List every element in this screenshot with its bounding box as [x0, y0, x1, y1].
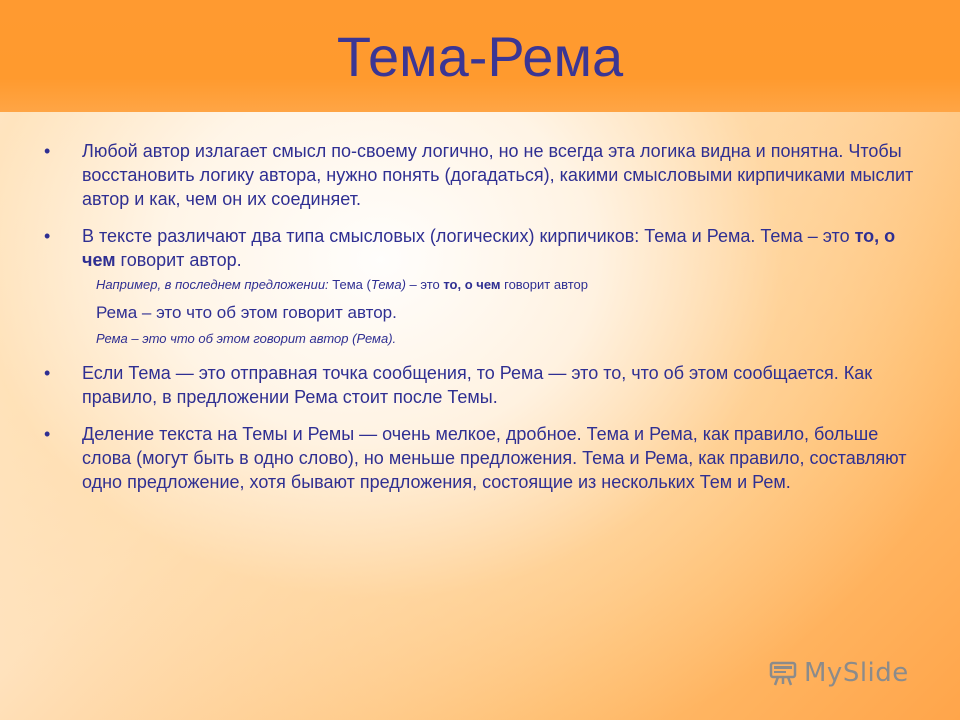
bullet-text: Деление текста на Темы и Ремы — очень мелкое, дробное. Тема и Рема, как правило, больше слова (могут быть в одно слово), но меньше предложения. Тема и Рема, как правило, составляют одно предложение, хотя бывают предложения, состоящие из нескольких Тем и Рем.	[82, 424, 907, 492]
bullet-dot: •	[44, 226, 51, 246]
example-note-bold: то, о чем	[443, 277, 501, 292]
example-note	[44, 276, 924, 294]
bullet-text: Если Тема — это отправная точка сообщения, то Рема — это то, что об этом сообщается. Как правило, в предложении Рема стоит после Темы.	[82, 363, 873, 407]
slide-content	[44, 139, 924, 507]
bullet-dot: •	[44, 363, 51, 383]
presentation-board-icon	[768, 658, 798, 688]
example-note-dash: – это	[405, 277, 444, 292]
logo-text: MySlide	[804, 658, 909, 688]
bullet-item	[44, 139, 924, 211]
myslide-logo[interactable]	[768, 655, 909, 691]
bullet-text: Любой автор излагает смысл по-своему логично, но не всегда эта логика видна и понятна. Чтобы восстановить логику автора, нужно понять (догадаться), какими смысловыми кирпичиками мыслит автор и как, чем он их соединяет.	[82, 141, 914, 209]
bullet-item	[44, 224, 924, 272]
example-note-suffix: говорит автор	[500, 277, 588, 292]
bullet-item	[44, 422, 924, 494]
example-note-middle: Тема (Тема)	[328, 277, 406, 292]
bullet-text-prefix: В тексте различают два типа смысловых (логических) кирпичиков: Тема и Рема. Тема – это	[82, 226, 855, 246]
bullet-text-suffix: говорит автор.	[115, 250, 242, 270]
bullet-item	[44, 361, 924, 409]
example-note-italic: Например, в последнем предложении:	[96, 277, 329, 292]
bullet-dot: •	[44, 141, 51, 161]
rema-note: Рема – это что об этом говорит автор (Рема).	[96, 331, 397, 346]
bullet-dot: •	[44, 424, 51, 444]
bullet-text-bold: то, о чем	[82, 226, 896, 270]
slide-title: Тема-Рема	[336, 25, 624, 88]
rema-line: Рема – это что об этом говорит автор.	[96, 303, 397, 322]
